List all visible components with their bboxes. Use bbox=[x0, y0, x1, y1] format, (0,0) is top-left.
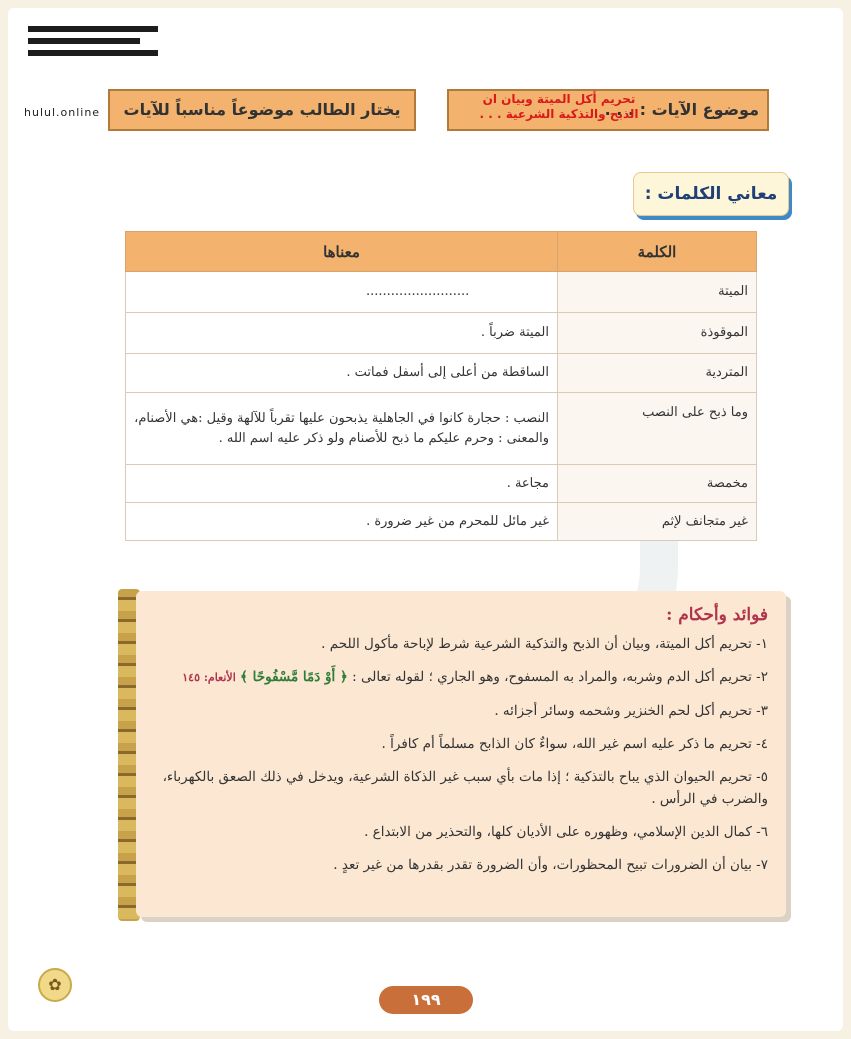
list-item-text: ٢- تحريم أكل الدم وشربه، والمراد به المسفوح، وهو الجاري ؛ لقوله تعالى : bbox=[352, 669, 768, 685]
topic-value bbox=[469, 92, 649, 122]
word-cell: الموقوذة bbox=[558, 313, 757, 354]
list-item bbox=[150, 666, 768, 689]
word-cell: غير متجانف لإثم bbox=[558, 503, 757, 541]
word-cell: المتردية bbox=[558, 354, 757, 393]
word-cell: الميتة bbox=[558, 272, 757, 313]
list-item: ٣- تحريم أكل لحم الخنزير وشحمه وسائر أجزائه . bbox=[494, 703, 768, 719]
list-item: ٦- كمال الدين الإسلامي، وظهوره على الأديان كلها، والتحذير من الابتداع . bbox=[364, 824, 768, 840]
word-meanings-table bbox=[125, 231, 757, 541]
quran-verse: ﴿ أَوْ دَمًا مَّسْفُوحًا ﴾ bbox=[240, 669, 348, 685]
word-cell: مخمصة bbox=[558, 465, 757, 503]
topic-box bbox=[447, 89, 769, 131]
meaning-cell: مجاعة . bbox=[126, 465, 558, 503]
header-word: الكلمة bbox=[558, 232, 757, 272]
list-item: ١- تحريم أكل الميتة، وبيان أن الذبح والتذكية الشرعية شرط لإباحة مأكول اللحم . bbox=[321, 636, 768, 652]
table-row bbox=[126, 393, 757, 465]
table-row bbox=[126, 354, 757, 393]
meaning-cell: غير مائل للمحرم من غير ضرورة . bbox=[126, 503, 558, 541]
table-header-row bbox=[126, 232, 757, 272]
task-box: يختار الطالب موضوعاً مناسباً للآيات bbox=[108, 89, 416, 131]
verse-reference: الأنعام: ١٤٥ bbox=[182, 671, 236, 684]
logo-bars-icon bbox=[28, 26, 158, 62]
list-item: ٥- تحريم الحيوان الذي يباح بالتذكية ؛ إذا مات بأي سبب غير الذكاة الشرعية، ويدخل في ذلك الصعق بالكهرباء، والضرب في الرأس . bbox=[162, 769, 768, 807]
benefits-list bbox=[150, 633, 768, 876]
topic-value-line1: تحريم أكل الميتة وبيان ان bbox=[482, 92, 636, 106]
meaning-cell: ......................... bbox=[126, 272, 558, 313]
table-row bbox=[126, 272, 757, 313]
list-item: ٧- بيان أن الضرورات تبيح المحظورات، وأن الضرورة تقدر بقدرها من غير تعدٍ . bbox=[333, 857, 768, 873]
topic-label: موضوع الآيات : . . . bbox=[604, 100, 759, 119]
logo-site-text: hulul.online bbox=[24, 106, 101, 119]
benefits-section bbox=[118, 589, 790, 921]
meaning-cell: النصب : حجارة كانوا في الجاهلية يذبحون عليها تقرباً للآلهة وقيل :هي الأصنام، والمعنى : وحرم عليكم ما ذبح للأصنام ولو ذكر عليه اسم الله . bbox=[126, 393, 558, 465]
header-meaning: معناها bbox=[126, 232, 558, 272]
benefits-title: فوائد وأحكام : bbox=[666, 605, 768, 625]
list-item: ٤- تحريم ما ذكر عليه اسم غير الله، سواءٌ كان الذابح مسلماً أم كافراً . bbox=[381, 736, 768, 752]
table-row bbox=[126, 503, 757, 541]
benefits-panel bbox=[136, 591, 786, 917]
word-cell: وما ذبح على النصب bbox=[558, 393, 757, 465]
section-title: معاني الكلمات : bbox=[633, 172, 789, 216]
page-number: ١٩٩ bbox=[379, 986, 473, 1014]
meaning-cell: الميتة ضرباً . bbox=[126, 313, 558, 354]
table-row bbox=[126, 465, 757, 503]
decorative-corner-icon: ✿ bbox=[38, 968, 72, 1002]
table-row bbox=[126, 313, 757, 354]
meaning-cell: الساقطة من أعلى إلى أسفل فماتت . bbox=[126, 354, 558, 393]
topic-value-line2: الذبح والتذكية الشرعية . . . bbox=[479, 107, 639, 121]
